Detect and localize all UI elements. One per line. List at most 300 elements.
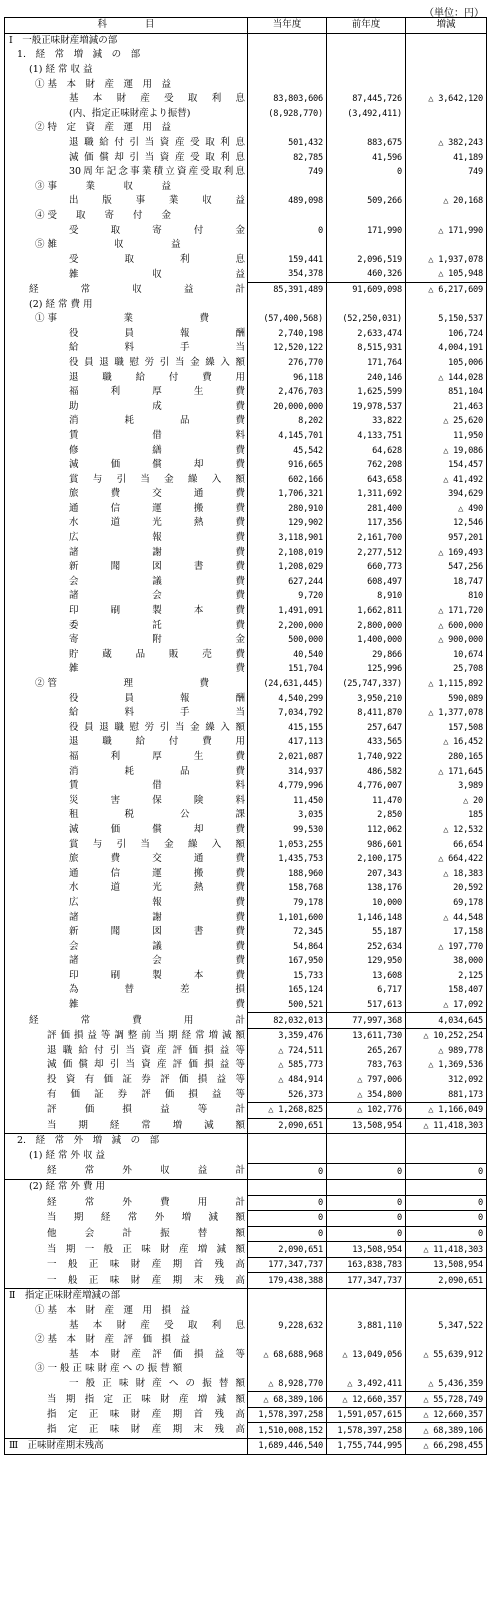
row-subject xyxy=(5,385,248,400)
row-subject xyxy=(5,1179,248,1195)
previous-year-value xyxy=(327,209,406,224)
change-value: △ 44,548 xyxy=(406,910,487,925)
current-year-value: 158,768 xyxy=(248,881,327,896)
current-year-value: 4,540,299 xyxy=(248,691,327,706)
table-row xyxy=(5,487,487,502)
row-label: 印刷製本費 xyxy=(69,969,245,981)
row-label: (2) 経 常 費 用 xyxy=(29,298,93,310)
row-subject xyxy=(5,896,248,911)
current-year-value: 83,803,606 xyxy=(248,92,327,107)
previous-year-value: 486,582 xyxy=(327,764,406,779)
row-label: 経常費用計 xyxy=(29,1014,245,1026)
current-year-value: 85,391,489 xyxy=(248,282,327,297)
current-year-value: 314,937 xyxy=(248,764,327,779)
row-label: 有価証券評価損益等 xyxy=(47,1088,245,1100)
current-year-value: 2,090,651 xyxy=(248,1118,327,1134)
change-value xyxy=(406,209,487,224)
previous-year-value: △ 3,492,411 xyxy=(327,1377,406,1392)
row-subject xyxy=(5,604,248,619)
table-row xyxy=(5,429,487,444)
row-subject xyxy=(5,282,248,297)
change-value: △ 11,418,303 xyxy=(406,1118,487,1134)
previous-year-value: 2,277,512 xyxy=(327,545,406,560)
previous-year-value xyxy=(327,297,406,312)
row-label: 役員退職慰労引当金繰入額 xyxy=(69,356,245,368)
current-year-value: △ 8,928,770 xyxy=(248,1377,327,1392)
change-value xyxy=(406,48,487,63)
previous-year-value: 0 xyxy=(327,1211,406,1227)
previous-year-value: (25,747,337) xyxy=(327,677,406,692)
change-value: △ 169,493 xyxy=(406,545,487,560)
table-row xyxy=(5,691,487,706)
table-row xyxy=(5,1164,487,1180)
change-value: 312,092 xyxy=(406,1073,487,1088)
row-subject xyxy=(5,1304,248,1319)
table-row xyxy=(5,223,487,238)
row-subject xyxy=(5,852,248,867)
previous-year-value: 2,633,474 xyxy=(327,326,406,341)
previous-year-value: 2,850 xyxy=(327,808,406,823)
table-row xyxy=(5,1134,487,1149)
row-subject xyxy=(5,648,248,663)
previous-year-value: 112,062 xyxy=(327,823,406,838)
row-subject xyxy=(5,487,248,502)
table-row xyxy=(5,998,487,1013)
table-row xyxy=(5,531,487,546)
row-label: 新聞図書費 xyxy=(69,926,245,938)
row-subject xyxy=(5,165,248,180)
row-subject xyxy=(5,121,248,136)
current-year-value: 9,720 xyxy=(248,589,327,604)
header-subject: 科 目 xyxy=(5,18,248,34)
row-subject xyxy=(5,1318,248,1333)
previous-year-value: 163,838,783 xyxy=(327,1257,406,1273)
row-label: Ⅲ 正味財産期末残高 xyxy=(9,1440,104,1452)
current-year-value: 179,438,388 xyxy=(248,1273,327,1289)
row-subject xyxy=(5,1333,248,1348)
previous-year-value: 11,470 xyxy=(327,793,406,808)
row-subject xyxy=(5,677,248,692)
change-value: △ 16,452 xyxy=(406,735,487,750)
row-label: 当期経常増減額 xyxy=(47,1119,245,1131)
table-row xyxy=(5,1149,487,1164)
row-subject xyxy=(5,793,248,808)
table-row xyxy=(5,1242,487,1258)
row-subject xyxy=(5,1013,248,1029)
previous-year-value: 0 xyxy=(327,165,406,180)
current-year-value xyxy=(248,1289,327,1304)
row-subject xyxy=(5,1118,248,1134)
row-label: 印刷製本費 xyxy=(69,605,245,617)
current-year-value xyxy=(248,297,327,312)
current-year-value: 72,345 xyxy=(248,925,327,940)
table-row xyxy=(5,341,487,356)
previous-year-value xyxy=(327,1179,406,1195)
previous-year-value: 13,608 xyxy=(327,969,406,984)
previous-year-value: (3,492,411) xyxy=(327,107,406,122)
change-value: △ 17,092 xyxy=(406,998,487,1013)
current-year-value xyxy=(248,1149,327,1164)
current-year-value xyxy=(248,48,327,63)
table-row xyxy=(5,63,487,78)
row-subject xyxy=(5,341,248,356)
current-year-value xyxy=(248,77,327,92)
row-subject xyxy=(5,223,248,238)
row-label: 一般正味財産期首残高 xyxy=(47,1259,245,1271)
row-subject xyxy=(5,881,248,896)
table-row xyxy=(5,253,487,268)
table-row xyxy=(5,107,487,122)
current-year-value: (8,928,770) xyxy=(248,107,327,122)
row-label: 退職給付引当資産評価損益等 xyxy=(47,1044,245,1056)
row-subject xyxy=(5,1362,248,1377)
header-current-year: 当年度 xyxy=(248,18,327,34)
current-year-value: 500,000 xyxy=(248,633,327,648)
row-label: 広報費 xyxy=(69,896,245,908)
change-value xyxy=(406,107,487,122)
change-value: 18,747 xyxy=(406,575,487,590)
row-label: 当期経常外増減額 xyxy=(47,1212,245,1224)
change-value xyxy=(406,1304,487,1319)
table-row xyxy=(5,604,487,619)
current-year-value: 99,530 xyxy=(248,823,327,838)
table-row xyxy=(5,48,487,63)
table-row xyxy=(5,33,487,48)
row-subject xyxy=(5,180,248,195)
current-year-value: 4,145,701 xyxy=(248,429,327,444)
row-subject xyxy=(5,77,248,92)
row-subject xyxy=(5,502,248,517)
previous-year-value xyxy=(327,63,406,78)
previous-year-value: 13,611,730 xyxy=(327,1028,406,1043)
row-label: 助成費 xyxy=(69,400,245,412)
change-value: △ 6,217,609 xyxy=(406,282,487,297)
table-row xyxy=(5,399,487,414)
change-value: 11,950 xyxy=(406,429,487,444)
change-value: △ 25,620 xyxy=(406,414,487,429)
previous-year-value xyxy=(327,238,406,253)
current-year-value: 0 xyxy=(248,1164,327,1180)
row-subject xyxy=(5,1164,248,1180)
previous-year-value: 87,445,726 xyxy=(327,92,406,107)
current-year-value: 96,118 xyxy=(248,370,327,385)
row-label: 雑収益 xyxy=(69,268,245,280)
previous-year-value: 3,950,210 xyxy=(327,691,406,706)
change-value xyxy=(406,77,487,92)
previous-year-value xyxy=(327,1304,406,1319)
row-label: 基本財産受取利息 xyxy=(69,93,245,105)
change-value: △ 5,436,359 xyxy=(406,1377,487,1392)
change-value xyxy=(406,1289,487,1304)
row-label: 当期指定正味財産増減額 xyxy=(47,1393,245,1405)
table-row xyxy=(5,443,487,458)
current-year-value: 2,740,198 xyxy=(248,326,327,341)
previous-year-value: △ 354,800 xyxy=(327,1087,406,1102)
current-year-value: 177,347,737 xyxy=(248,1257,327,1273)
row-label: (1) 経 常 収 益 xyxy=(29,64,93,76)
row-subject xyxy=(5,1439,248,1455)
row-label: Ⅱ 指定正味財産増減の部 xyxy=(9,1290,120,1302)
change-value xyxy=(406,238,487,253)
table-row xyxy=(5,896,487,911)
previous-year-value: 8,411,870 xyxy=(327,706,406,721)
change-value: 10,674 xyxy=(406,648,487,663)
table-row xyxy=(5,121,487,136)
current-year-value: 276,770 xyxy=(248,356,327,371)
current-year-value: 1,689,446,540 xyxy=(248,1439,327,1455)
change-value xyxy=(406,1362,487,1377)
change-value xyxy=(406,63,487,78)
row-subject xyxy=(5,998,248,1013)
table-row xyxy=(5,1318,487,1333)
change-value: 590,089 xyxy=(406,691,487,706)
current-year-value: 627,244 xyxy=(248,575,327,590)
change-value: △ 68,389,106 xyxy=(406,1423,487,1439)
row-subject xyxy=(5,238,248,253)
current-year-value: 54,864 xyxy=(248,939,327,954)
row-label: ② 特 定 資 産 運 用 益 xyxy=(35,122,172,134)
current-year-value: 2,476,703 xyxy=(248,385,327,400)
change-value: △ 1,937,078 xyxy=(406,253,487,268)
table-row xyxy=(5,1118,487,1134)
change-value: 20,592 xyxy=(406,881,487,896)
current-year-value: △ 68,389,106 xyxy=(248,1392,327,1408)
change-value: △ 171,720 xyxy=(406,604,487,619)
table-row xyxy=(5,1347,487,1362)
row-label: 出版事業収益 xyxy=(69,195,245,207)
current-year-value: 15,733 xyxy=(248,969,327,984)
row-subject xyxy=(5,691,248,706)
table-row xyxy=(5,77,487,92)
table-row xyxy=(5,589,487,604)
row-label: 評価損益等計 xyxy=(47,1104,245,1116)
table-row xyxy=(5,793,487,808)
previous-year-value: 33,822 xyxy=(327,414,406,429)
previous-year-value: △ 12,660,357 xyxy=(327,1392,406,1408)
table-row xyxy=(5,881,487,896)
table-row xyxy=(5,910,487,925)
row-label: 委託費 xyxy=(69,619,245,631)
change-value: △ 55,639,912 xyxy=(406,1347,487,1362)
previous-year-value: 643,658 xyxy=(327,472,406,487)
change-value: 5,150,537 xyxy=(406,312,487,327)
change-value: 2,090,651 xyxy=(406,1273,487,1289)
row-label: 1. 経 常 増 減 の 部 xyxy=(17,49,141,61)
change-value xyxy=(406,297,487,312)
current-year-value: 3,118,901 xyxy=(248,531,327,546)
change-value: △ 382,243 xyxy=(406,136,487,151)
previous-year-value: 19,978,537 xyxy=(327,399,406,414)
table-row xyxy=(5,1257,487,1273)
row-label: 退職給付費用 xyxy=(69,371,245,383)
change-value xyxy=(406,33,487,48)
row-label: 寄附金 xyxy=(69,634,245,646)
previous-year-value: 171,990 xyxy=(327,223,406,238)
row-subject xyxy=(5,516,248,531)
change-value: △ 171,990 xyxy=(406,223,487,238)
unit-note: （単位：円） xyxy=(424,8,484,19)
current-year-value: 1,491,091 xyxy=(248,604,327,619)
table-row xyxy=(5,136,487,151)
previous-year-value: 608,497 xyxy=(327,575,406,590)
row-label: 水道光熱費 xyxy=(69,517,245,529)
previous-year-value: 433,565 xyxy=(327,735,406,750)
row-subject xyxy=(5,1226,248,1242)
change-value: △ 1,166,049 xyxy=(406,1102,487,1118)
change-value: △ 41,492 xyxy=(406,472,487,487)
financial-statement-table xyxy=(4,17,487,1455)
current-year-value: 11,450 xyxy=(248,793,327,808)
table-row xyxy=(5,1273,487,1289)
current-year-value: △ 68,688,968 xyxy=(248,1347,327,1362)
row-label: 旅費交通費 xyxy=(69,488,245,500)
row-label: 給料手当 xyxy=(69,342,245,354)
change-value: 154,457 xyxy=(406,458,487,473)
table-row xyxy=(5,954,487,969)
change-value: 158,407 xyxy=(406,983,487,998)
table-row xyxy=(5,750,487,765)
row-subject xyxy=(5,662,248,677)
current-year-value: 526,373 xyxy=(248,1087,327,1102)
row-subject xyxy=(5,33,248,48)
row-subject xyxy=(5,575,248,590)
previous-year-value: 0 xyxy=(327,1195,406,1211)
row-subject xyxy=(5,779,248,794)
row-label: 為替差損 xyxy=(69,984,245,996)
previous-year-value: 2,100,175 xyxy=(327,852,406,867)
current-year-value: 9,228,632 xyxy=(248,1318,327,1333)
change-value: 0 xyxy=(406,1226,487,1242)
current-year-value: 749 xyxy=(248,165,327,180)
row-subject xyxy=(5,1044,248,1059)
current-year-value xyxy=(248,1362,327,1377)
row-subject xyxy=(5,1211,248,1227)
table-row xyxy=(5,1102,487,1118)
change-value: 21,463 xyxy=(406,399,487,414)
previous-year-value: 252,634 xyxy=(327,939,406,954)
current-year-value: 489,098 xyxy=(248,194,327,209)
table-row xyxy=(5,1073,487,1088)
row-label: ① 基 本 財 産 運 用 益 xyxy=(35,78,172,90)
table-body xyxy=(5,33,487,1454)
row-label: 賞与引当金繰入額 xyxy=(69,473,245,485)
change-value: △ 19,086 xyxy=(406,443,487,458)
change-value: 69,178 xyxy=(406,896,487,911)
row-subject xyxy=(5,954,248,969)
change-value: 394,629 xyxy=(406,487,487,502)
change-value: △ 20,168 xyxy=(406,194,487,209)
change-value: 105,006 xyxy=(406,356,487,371)
table-row xyxy=(5,969,487,984)
table-row xyxy=(5,560,487,575)
row-subject xyxy=(5,209,248,224)
row-subject xyxy=(5,297,248,312)
row-subject xyxy=(5,1028,248,1043)
previous-year-value: 509,266 xyxy=(327,194,406,209)
current-year-value: 3,359,476 xyxy=(248,1028,327,1043)
row-label: 30周年記念事業積立資産受取利息 xyxy=(69,166,245,178)
change-value: △ 989,778 xyxy=(406,1044,487,1059)
previous-year-value: 55,187 xyxy=(327,925,406,940)
row-subject xyxy=(5,925,248,940)
row-label: 通信運搬費 xyxy=(69,867,245,879)
table-row xyxy=(5,662,487,677)
previous-year-value: 1,662,811 xyxy=(327,604,406,619)
change-value: △ 197,770 xyxy=(406,939,487,954)
table-row xyxy=(5,823,487,838)
change-value: △ 3,642,120 xyxy=(406,92,487,107)
previous-year-value: 13,508,954 xyxy=(327,1242,406,1258)
table-row xyxy=(5,92,487,107)
previous-year-value: 8,910 xyxy=(327,589,406,604)
change-value: △ 1,369,536 xyxy=(406,1058,487,1073)
row-label: 消耗品費 xyxy=(69,415,245,427)
row-label: ③ 一 般 正 味 財 産 へ の 振 替 額 xyxy=(35,1363,183,1375)
table-row xyxy=(5,150,487,165)
current-year-value: 0 xyxy=(248,1195,327,1211)
row-label: 一般正味財産期末残高 xyxy=(47,1274,245,1286)
previous-year-value xyxy=(327,180,406,195)
row-label: 賃借料 xyxy=(69,429,245,441)
row-label: ② 管 理 費 xyxy=(35,678,210,690)
row-subject xyxy=(5,545,248,560)
row-label: 減価償却費 xyxy=(69,459,245,471)
current-year-value: 1,510,008,152 xyxy=(248,1423,327,1439)
row-label: 受取寄付金 xyxy=(69,224,245,236)
row-subject xyxy=(5,443,248,458)
row-subject xyxy=(5,253,248,268)
previous-year-value xyxy=(327,48,406,63)
row-label: 福利厚生費 xyxy=(69,750,245,762)
change-value: 0 xyxy=(406,1195,487,1211)
current-year-value: 1,706,321 xyxy=(248,487,327,502)
table-row xyxy=(5,866,487,881)
row-label: 諸謝費 xyxy=(69,911,245,923)
row-label: 賃借料 xyxy=(69,780,245,792)
change-value: △ 1,115,892 xyxy=(406,677,487,692)
previous-year-value: 1,146,148 xyxy=(327,910,406,925)
change-value: 157,508 xyxy=(406,721,487,736)
row-label: 広報費 xyxy=(69,532,245,544)
row-label: 退職給付費用 xyxy=(69,736,245,748)
change-value xyxy=(406,1149,487,1164)
previous-year-value: 125,996 xyxy=(327,662,406,677)
table-row xyxy=(5,925,487,940)
row-subject xyxy=(5,633,248,648)
previous-year-value: 1,591,057,615 xyxy=(327,1407,406,1423)
current-year-value: 4,779,996 xyxy=(248,779,327,794)
row-subject xyxy=(5,808,248,823)
row-subject xyxy=(5,458,248,473)
previous-year-value: 883,675 xyxy=(327,136,406,151)
table-row xyxy=(5,326,487,341)
row-label: 雑費 xyxy=(69,663,245,675)
current-year-value xyxy=(248,1333,327,1348)
previous-year-value: 77,997,368 xyxy=(327,1013,406,1029)
table-row xyxy=(5,1087,487,1102)
table-row xyxy=(5,312,487,327)
current-year-value xyxy=(248,180,327,195)
row-subject xyxy=(5,1347,248,1362)
previous-year-value xyxy=(327,1134,406,1149)
previous-year-value xyxy=(327,33,406,48)
table-row xyxy=(5,1362,487,1377)
table-row xyxy=(5,1211,487,1227)
previous-year-value: 8,515,931 xyxy=(327,341,406,356)
table-row xyxy=(5,458,487,473)
current-year-value: 1,101,600 xyxy=(248,910,327,925)
row-label: 経常外費用計 xyxy=(47,1196,245,1208)
